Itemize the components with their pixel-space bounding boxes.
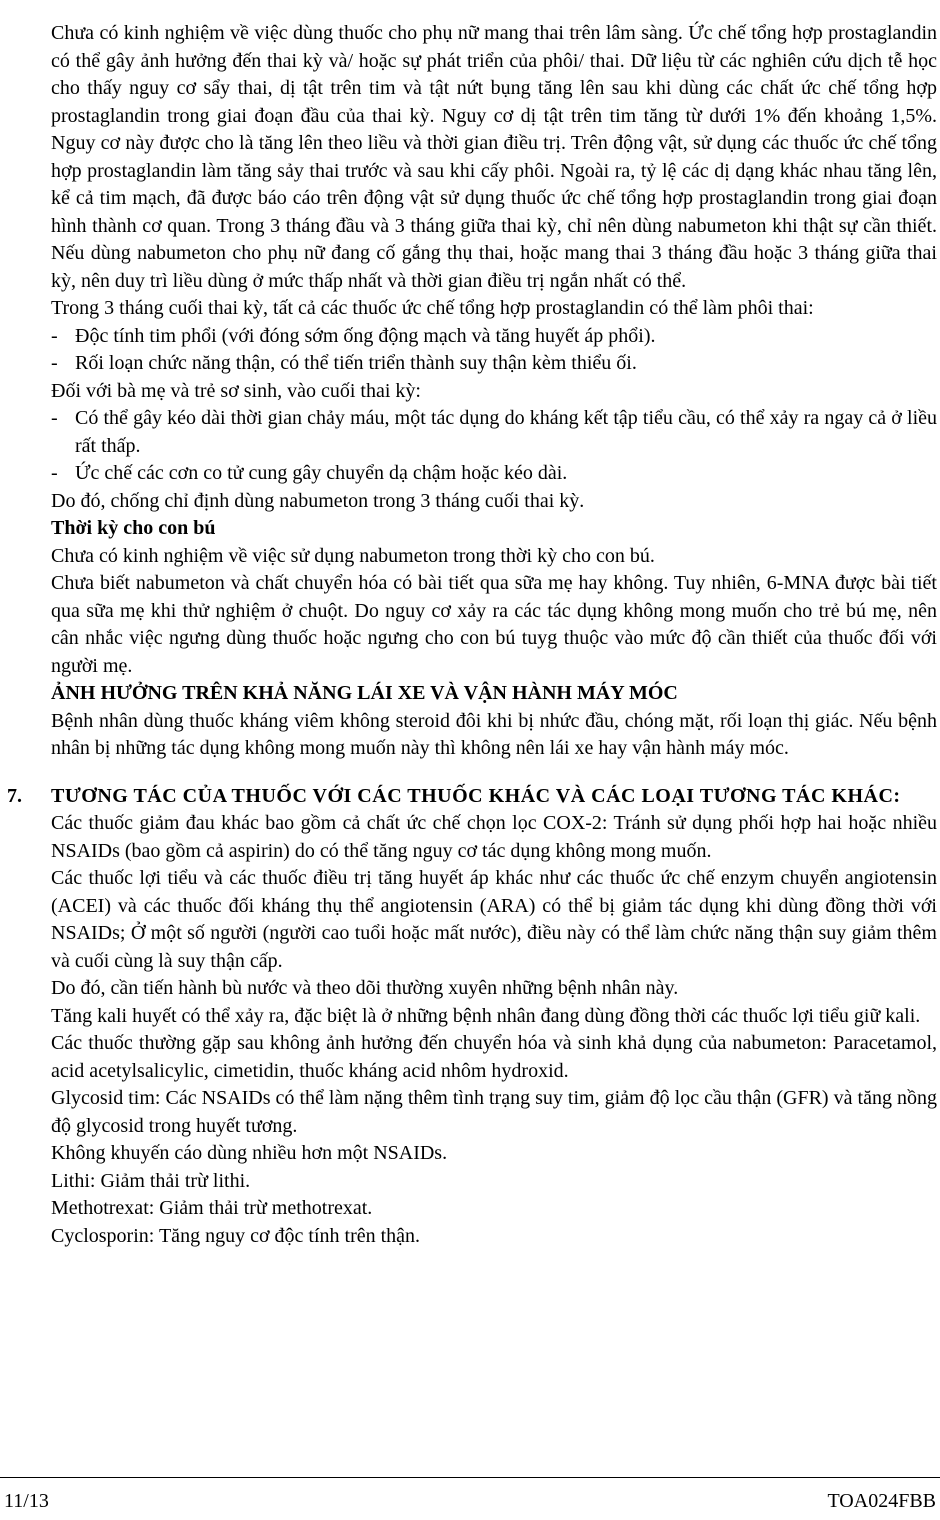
lactation-paragraph: Chưa biết nabumeton và chất chuyển hóa có bài tiết qua sữa mẹ hay không. Tuy nhiên, 6-MNA được bài tiết qua sữa mẹ khi thử nghiệm ở chuột. Do nguy cơ xảy ra các tác dụng không mong muốn cho trẻ bú mẹ, nên cân nhắc việc ngưng dùng thuốc hoặc ngưng cho con bú tuyg thuộc vào mức độ cần thiết của thuốc đối với người mẹ. [51, 572, 937, 677]
section-7 [7, 783, 937, 1251]
interaction-paragraph: Các thuốc thường gặp sau không ảnh hưởng đến chuyển hóa và sinh khả dụng của nabumeton: Paracetamol, acid acetylsalicylic, cimetidin, thuốc kháng acid nhôm hydroxid. [51, 1032, 937, 1082]
pregnancy-mother-intro: Đối với bà mẹ và trẻ sơ sinh, vào cuối thai kỳ: [51, 379, 421, 402]
interaction-paragraph: Cyclosporin: Tăng nguy cơ độc tính trên thận. [51, 1224, 421, 1247]
section-number: 7. [7, 784, 22, 807]
document-code: TOA024FBB [827, 1490, 936, 1512]
footer-divider [0, 1477, 940, 1478]
interaction-paragraph: Methotrexat: Giảm thải trừ methotrexat. [51, 1197, 373, 1219]
interaction-paragraph: Các thuốc giảm đau khác bao gồm cả chất ức chế chọn lọc COX-2: Tránh sử dụng phối hợp hai hoặc nhiều NSAIDs (bao gồm cả aspirin) do có thể tăng nguy cơ tác dụng không mong muốn. [51, 812, 937, 862]
list-item-text: Ức chế các cơn co tử cung gây chuyển dạ chậm hoặc kéo dài. [75, 462, 568, 484]
list-item-text: Độc tính tim phổi (với đóng sớm ống động mạch và tăng huyết áp phổi). [75, 324, 656, 347]
interaction-paragraph: Không khuyến cáo dùng nhiều hơn một NSAIDs. [51, 1142, 448, 1164]
list-item-text: Rối loạn chức năng thận, có thể tiến triển thành suy thận kèm thiểu ối. [75, 352, 637, 374]
lactation-paragraph: Chưa có kinh nghiệm về việc sử dụng nabumeton trong thời kỳ cho con bú. [51, 544, 655, 567]
list-item: - Rối loạn chức năng thận, có thể tiến triển thành suy thận kèm thiểu ối. [51, 352, 637, 374]
list-item: - Có thể gây kéo dài thời gian chảy máu, một tác dụng do kháng kết tập tiểu cầu, có thể xảy ra ngay cả ở liều rất thấp. [51, 407, 937, 457]
page-number: 11/13 [4, 1490, 49, 1512]
interaction-paragraph: Tăng kali huyết có thể xảy ra, đặc biệt là ở những bệnh nhân đang dùng đồng thời các thuốc lợi tiểu giữ kali. [51, 1004, 921, 1027]
list-item: - Độc tính tim phổi (với đóng sớm ống động mạch và tăng huyết áp phổi). [51, 324, 656, 347]
list-item-text: Có thể gây kéo dài thời gian chảy máu, một tác dụng do kháng kết tập tiểu cầu, có thể xảy ra ngay cả ở liều rất thấp. [75, 407, 937, 457]
interaction-paragraph: Lithi: Giảm thải trừ lithi. [51, 1169, 251, 1192]
pregnancy-contraindication: Do đó, chống chỉ định dùng nabumeton trong 3 tháng cuối thai kỳ. [51, 489, 585, 512]
interaction-paragraph: Các thuốc lợi tiểu và các thuốc điều trị tăng huyết áp khác như các thuốc ức chế enzym chuyển angiotensin (ACEI) và các thuốc đối kháng thụ thể angiotensin (ARA) có thể bị giảm tác dụng khi dùng đồng thời với NSAIDs; Ở một số người (người cao tuổi hoặc mất nước), điều này có thể làm chức năng thận suy giảm thêm và cuối cùng là suy thận cấp. [51, 867, 937, 972]
driving-heading: ẢNH HƯỞNG TRÊN KHẢ NĂNG LÁI XE VÀ VẬN HÀNH MÁY MÓC [51, 682, 678, 704]
document-body [7, 20, 937, 1250]
list-item: - Ức chế các cơn co tử cung gây chuyển dạ chậm hoặc kéo dài. [51, 462, 568, 484]
section-title: TƯƠNG TÁC CỦA THUỐC VỚI CÁC THUỐC KHÁC VÀ CÁC LOẠI TƯƠNG TÁC KHÁC: [51, 784, 901, 807]
interaction-paragraph: Do đó, cần tiến hành bù nước và theo dõi thường xuyên những bệnh nhân này. [51, 977, 679, 999]
driving-paragraph: Bệnh nhân dùng thuốc kháng viêm không steroid đôi khi bị nhức đầu, chóng mặt, rối loạn thị giác. Nếu bệnh nhân bị những tác dụng không mong muốn này thì không nên lái xe hay vận hành máy móc. [51, 709, 937, 759]
pregnancy-paragraph: Chưa có kinh nghiệm về việc dùng thuốc cho phụ nữ mang thai trên lâm sàng. Ức chế tổng hợp prostaglandin có thể gây ảnh hưởng đến thai kỳ và/ hoặc sự phát triển của phôi/ thai. Dữ liệu từ các nghiên cứu dịch tễ học cho thấy nguy cơ sẩy thai, dị tật trên tim và tật nứt bụng tăng lên sau khi dùng các chất ức chế tổng hợp prostaglandin trong giai đoạn đầu của thai kỳ. Nguy cơ dị tật trên tim tăng từ dưới 1% đến khoảng 1,5%. Nguy cơ này được cho là tăng lên theo liều và thời gian điều trị. Trên động vật, sử dụng các thuốc ức chế tổng hợp prostaglandin làm tăng sảy thai trước và sau khi cấy phôi. Ngoài ra, tỷ lệ các dị dạng khác nhau tăng lên, kể cả tim mạch, đã được báo cáo trên động vật sử dụng thuốc ức chế tổng hợp prostaglandin trong giai đoạn hình thành cơ quan. Trong 3 tháng đầu và 3 tháng giữa thai kỳ, chỉ nên dùng nabumeton khi thật sự cần thiết. Nếu dùng nabumeton cho phụ nữ đang cố gắng thụ thai, hoặc mang thai 3 tháng đầu hoặc 3 tháng giữa thai kỳ, nên duy trì liều dùng ở mức thấp nhất và thời gian điều trị ngắn nhất có thể. [51, 22, 937, 292]
interaction-paragraph: Glycosid tim: Các NSAIDs có thể làm nặng thêm tình trạng suy tim, giảm độ lọc cầu thận (GFR) và tăng nồng độ glycosid trong huyết tương. [51, 1087, 937, 1137]
lactation-heading: Thời kỳ cho con bú [51, 517, 216, 539]
pregnancy-fetal-intro: Trong 3 tháng cuối thai kỳ, tất cả các thuốc ức chế tổng hợp prostaglandin có thể làm phôi thai: [51, 297, 814, 319]
